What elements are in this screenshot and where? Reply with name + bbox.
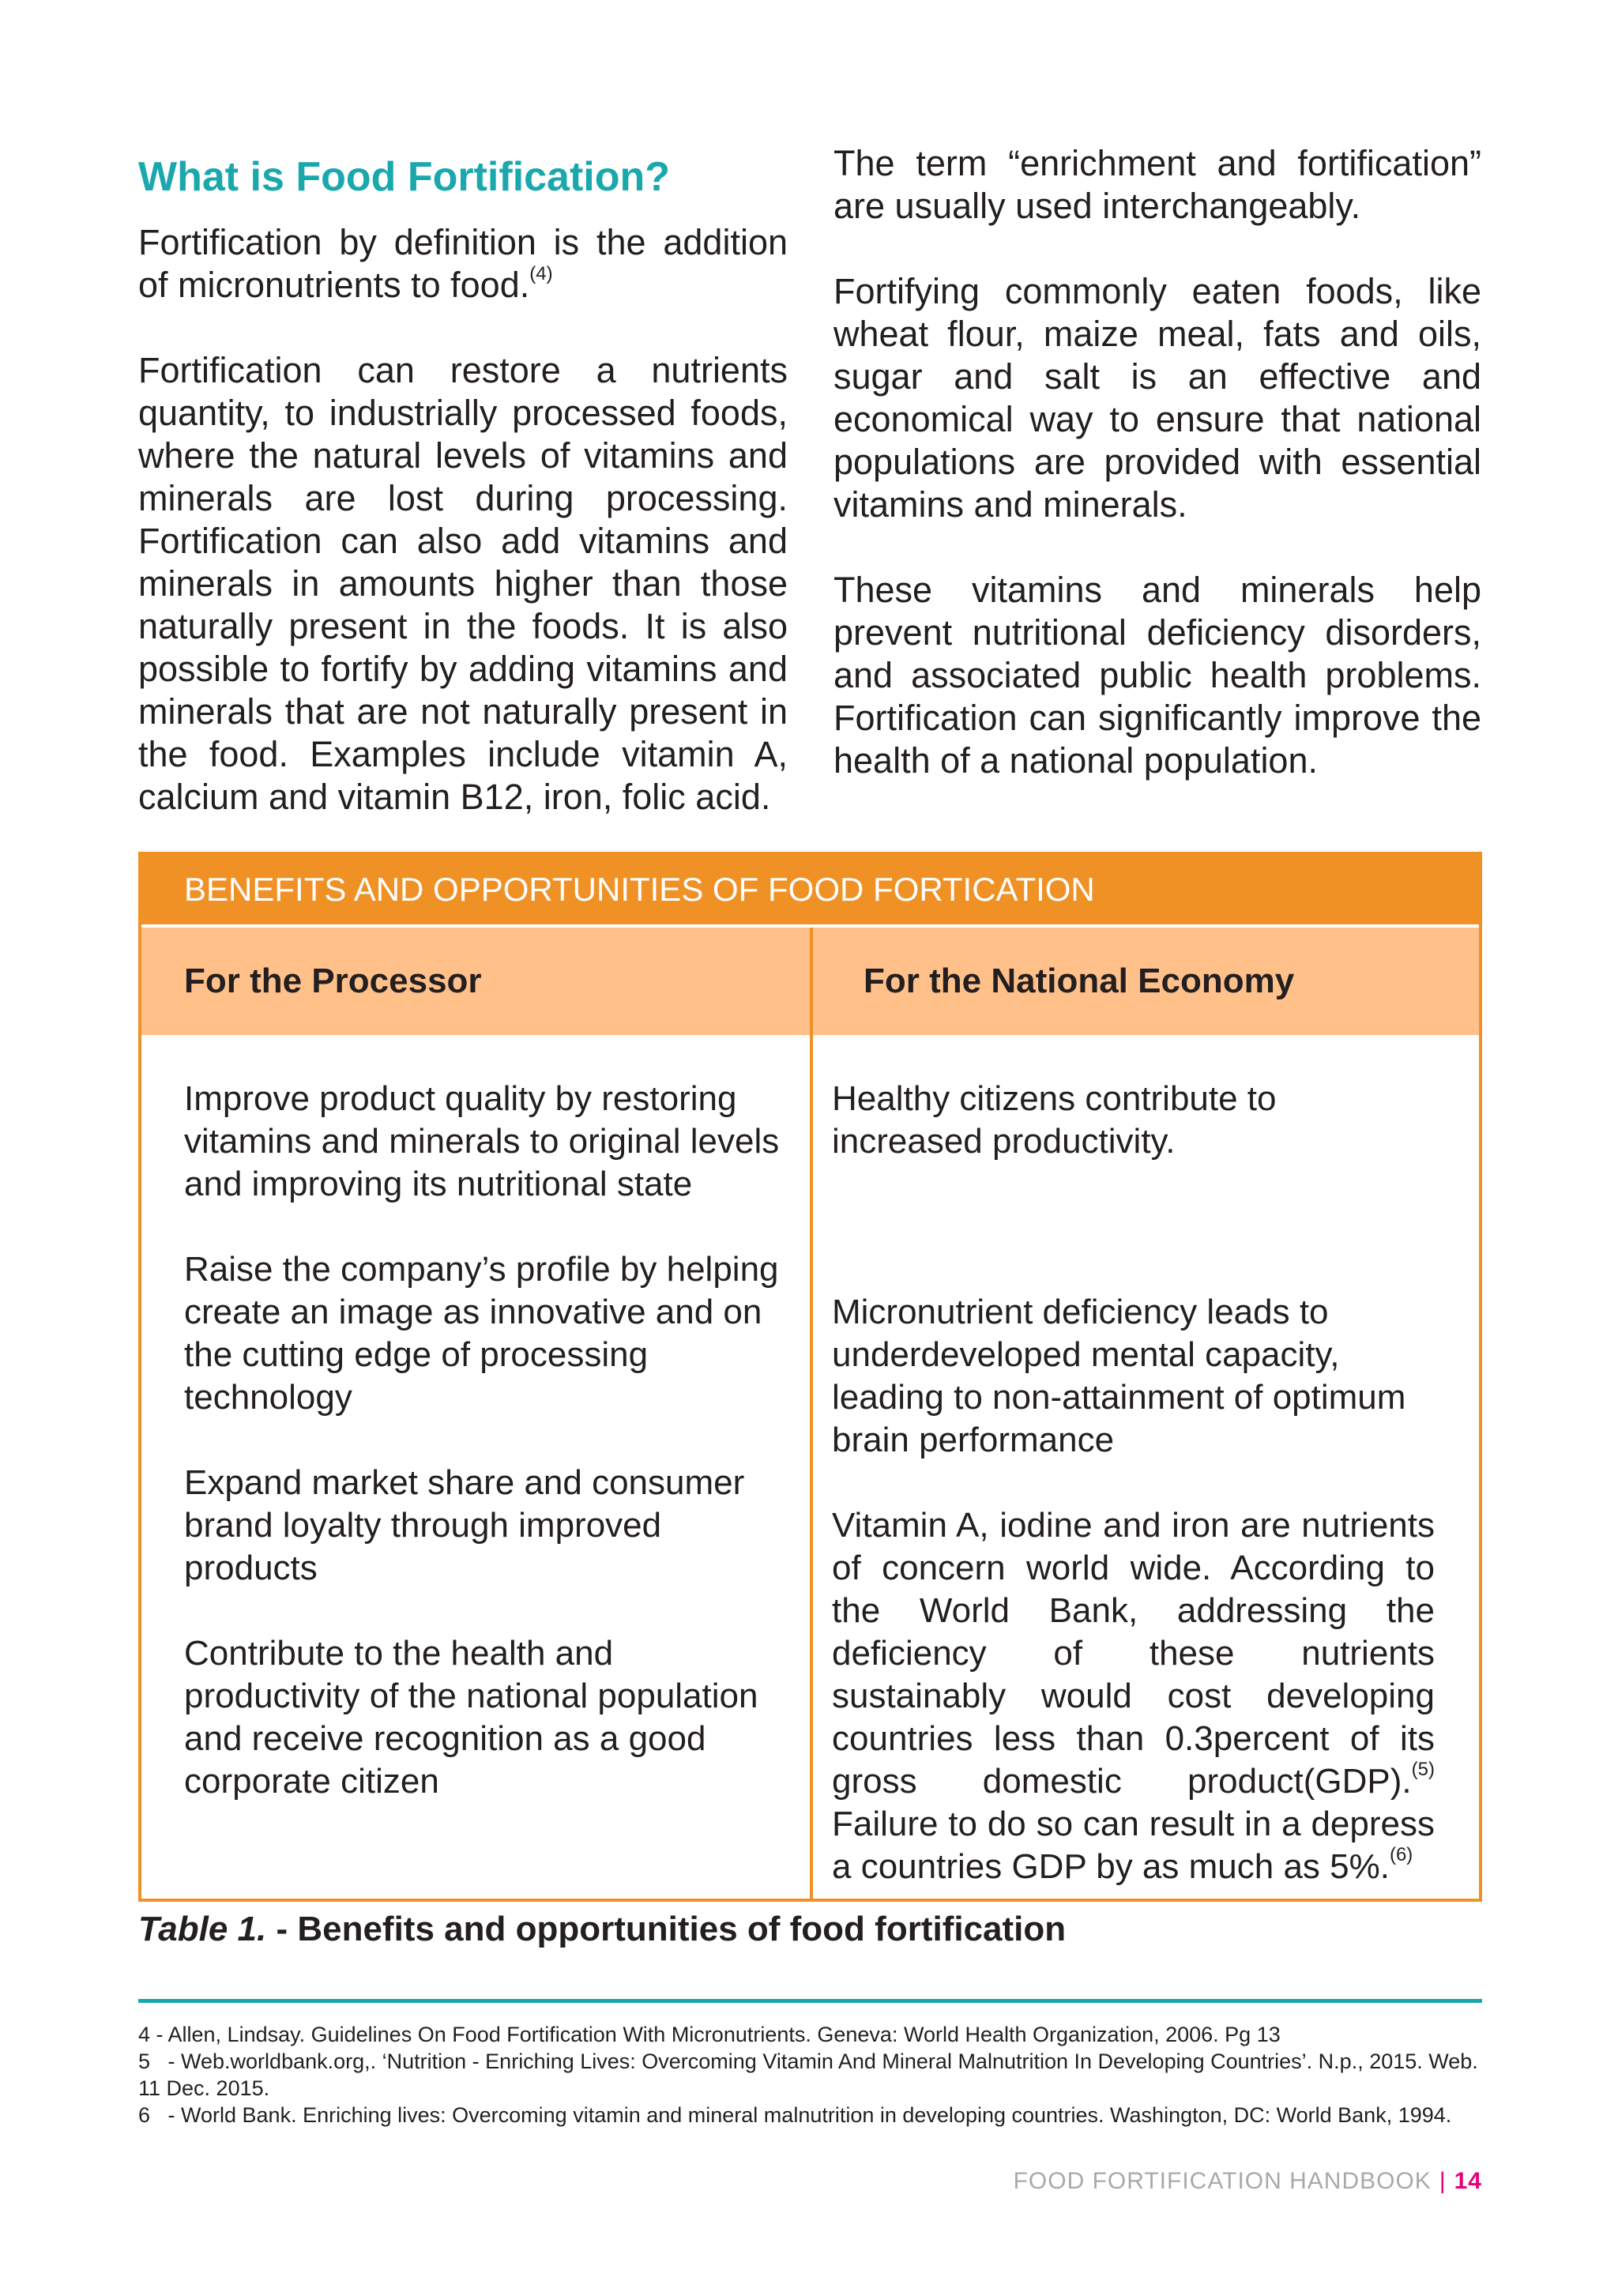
caption-separator: - — [266, 1910, 298, 1948]
table-header-row — [141, 924, 1479, 1035]
economy-column-header: For the National Economy — [864, 962, 1295, 1000]
terminology-paragraph: The term “enrichment and fortification” are usually used interchangeably. — [833, 143, 1481, 226]
table-body — [141, 1035, 1479, 1899]
processor-column-header: For the Processor — [141, 928, 813, 1035]
economy-benefit-item — [832, 1504, 1435, 1888]
page-footer — [1014, 2168, 1482, 2195]
page-number: 14 — [1454, 2168, 1482, 2194]
definition-paragraph — [138, 221, 788, 307]
processor-benefit-item: Contribute to the health and productivity of the national population and receive recognition as a good corporate citizen — [184, 1634, 758, 1801]
definition-text: Fortification by definition is the addition of micronutrients to food. — [138, 222, 788, 305]
footnote-5: 5 - Web.worldbank.org,. ‘Nutrition - Enriching Lives: Overcoming Vitamin And Mineral Malnutrition In Developing Countries’. N.p., 2015. Web. 11 Dec. 2015. — [138, 2049, 1484, 2100]
handbook-title: FOOD FORTIFICATION HANDBOOK — [1013, 2168, 1432, 2194]
gdp-cost-text: Vitamin A, iodine and iron are nutrients of concern world wide. According to the World Bank, addressing the deficiency of these nutrients sustainably would cost developing countries less than 0.3percent of its gross domestic product(GDP). — [832, 1506, 1435, 1801]
left-column — [138, 221, 788, 861]
reference-5: (5) — [1411, 1759, 1435, 1780]
footnote-4: 4 - Allen, Lindsay. Guidelines On Food Fortification With Micronutrients. Geneva: World Health Organization, 2006. Pg 13 — [138, 2023, 1281, 2046]
footnote-6: 6 - World Bank. Enriching lives: Overcoming vitamin and mineral malnutrition in developing countries. Washington, DC: World Bank, 1994. — [138, 2103, 1452, 2127]
reference-4: (4) — [529, 263, 553, 284]
restore-paragraph: Fortification can restore a nutrients quantity, to industrially processed foods, where the natural levels of vitamins and minerals are lost during processing. Fortification can also add vitamins and minerals in amounts higher than those naturally present in the foods. It is also possible to fortify by adding vitamins and minerals that are not naturally present in the food. Examples include vitamin A, calcium and vitamin B12, iron, folic acid. — [138, 350, 788, 817]
health-paragraph: These vitamins and minerals help prevent nutritional deficiency disorders, and associated public health problems. Fortification can significantly improve the health of a national population. — [833, 570, 1481, 781]
caption-text: Benefits and opportunities of food fortification — [297, 1910, 1067, 1948]
reference-6: (6) — [1389, 1844, 1413, 1865]
caption-label: Table 1. — [138, 1910, 267, 1948]
table-title: BENEFITS AND OPPORTUNITIES OF FOOD FORTICATION — [141, 855, 1479, 924]
right-column — [833, 142, 1481, 825]
gdp-loss-text: Failure to do so can result in a depress a countries GDP by as much as 5%. — [832, 1805, 1435, 1886]
economy-column — [813, 1035, 1479, 1899]
processor-benefit-item: Improve product quality by restoring vitamins and minerals to original levels and improving its nutritional state — [184, 1079, 780, 1203]
table-caption — [138, 1904, 1066, 1955]
footnotes — [138, 2021, 1505, 2129]
processor-column — [141, 1035, 813, 1899]
processor-benefit-item: Raise the company’s profile by helping create an image as innovative and on the cutting edge of processing technology — [184, 1250, 779, 1417]
fortifying-foods-paragraph: Fortifying commonly eaten foods, like wheat flour, maize meal, fats and oils, sugar and salt is an effective and economical way to ensure that national populations are provided with essential vitamins and minerals. — [833, 271, 1481, 525]
benefits-table — [138, 852, 1482, 1902]
footnote-divider — [138, 1999, 1482, 2003]
economy-benefit-item: Healthy citizens contribute to increased productivity. — [832, 1079, 1277, 1161]
footer-separator: | — [1439, 2168, 1447, 2194]
section-heading: What is Food Fortification? — [138, 154, 671, 200]
economy-benefit-item: Micronutrient deficiency leads to underdeveloped mental capacity, leading to non-attainment of optimum brain performance — [832, 1293, 1406, 1459]
processor-benefit-item: Expand market share and consumer brand loyalty through improved products — [184, 1463, 745, 1587]
